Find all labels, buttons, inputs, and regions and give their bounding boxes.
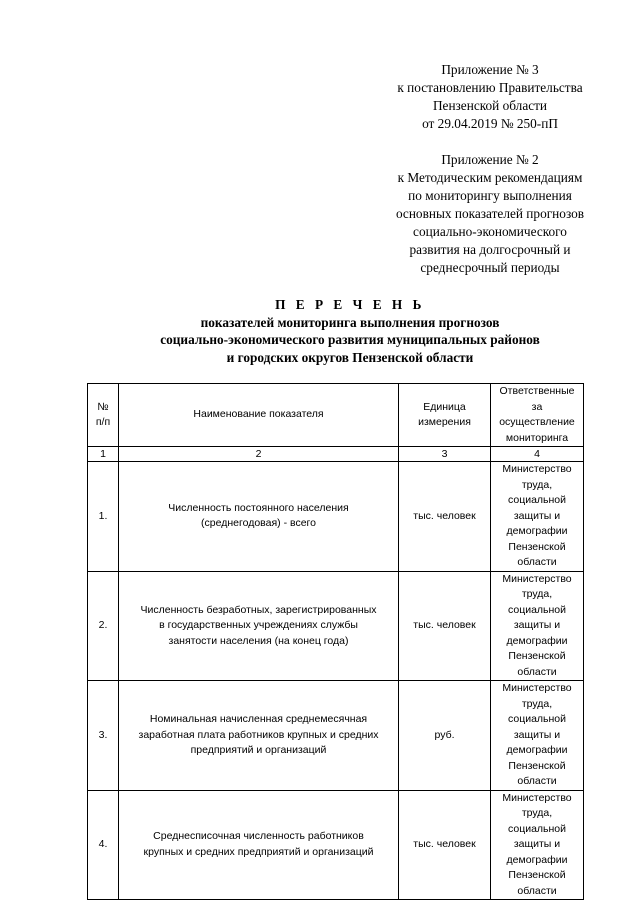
responsible-line: защиты и bbox=[513, 509, 561, 522]
appendix-3-line: к постановлению Правительства bbox=[397, 80, 583, 95]
responsible-line: области bbox=[517, 884, 557, 897]
indicator-unit: тыс. человек bbox=[399, 790, 491, 900]
indicator-name-line: Среднесписочная численность работников bbox=[153, 830, 364, 843]
header-num bbox=[88, 384, 119, 447]
appendix-2-line: среднесрочный периоды bbox=[420, 260, 560, 275]
responsible-line: демографии bbox=[506, 853, 568, 866]
row-number: 1. bbox=[88, 462, 119, 572]
document-title bbox=[60, 296, 640, 366]
responsible-line: области bbox=[517, 665, 557, 678]
title-line: социально-экономического развития муниципальных районов bbox=[160, 332, 540, 347]
responsible-line: Министерство bbox=[502, 791, 572, 804]
appendix-3-header bbox=[380, 61, 600, 133]
responsible-line: Пензенской bbox=[508, 759, 566, 772]
table-row bbox=[88, 681, 584, 791]
column-number: 4 bbox=[491, 447, 584, 462]
appendix-3-line: Пензенской области bbox=[432, 98, 548, 113]
responsible-line: защиты и bbox=[513, 619, 561, 631]
table-row bbox=[88, 462, 584, 572]
indicator-name-line: крупных и средних предприятий и организаций bbox=[143, 845, 374, 858]
appendix-2-header bbox=[380, 151, 600, 277]
indicator-name-line: в государственных учреждениях службы bbox=[159, 619, 358, 631]
indicator-name bbox=[119, 681, 399, 791]
table-row bbox=[88, 790, 584, 900]
header-responsible-line: за осуществление bbox=[499, 400, 575, 428]
title-heading: П Е Р Е Ч Е Н Ь bbox=[275, 297, 425, 312]
row-number: 4. bbox=[88, 790, 119, 900]
appendix-2-line: Приложение № 2 bbox=[441, 152, 539, 167]
column-numbering-row bbox=[88, 447, 584, 462]
responsible-line: Пензенской bbox=[508, 650, 566, 662]
indicator-name bbox=[119, 571, 399, 681]
responsible-line: области bbox=[517, 775, 557, 787]
responsible-line: труда, социальной bbox=[507, 588, 567, 616]
header-unit-line: измерения bbox=[418, 416, 471, 428]
column-number: 3 bbox=[399, 447, 491, 462]
responsible-line: Министерство bbox=[502, 682, 572, 694]
appendix-2-line: по мониторингу выполнения bbox=[408, 188, 572, 203]
appendix-3-line: Приложение № 3 bbox=[441, 62, 539, 77]
header-num-line: № bbox=[97, 400, 109, 413]
indicator-name bbox=[119, 462, 399, 572]
responsible-line: труда, социальной bbox=[507, 697, 567, 725]
indicator-name-line: Численность постоянного населения bbox=[168, 501, 349, 514]
responsible-line: Пензенской bbox=[508, 540, 566, 553]
responsible-line: демографии bbox=[506, 525, 568, 537]
indicator-name bbox=[119, 790, 399, 900]
table-header-row bbox=[88, 384, 584, 447]
responsible-line: демографии bbox=[506, 744, 568, 756]
responsible-body bbox=[491, 790, 584, 900]
appendix-2-line: основных показателей прогнозов bbox=[395, 206, 585, 221]
responsible-line: Министерство bbox=[502, 463, 572, 475]
header-unit bbox=[399, 384, 491, 447]
responsible-line: области bbox=[517, 556, 557, 568]
appendix-2-line: к Методическим рекомендациям bbox=[397, 170, 583, 185]
title-line: и городских округов Пензенской области bbox=[226, 349, 474, 365]
appendix-2-line: развития на долгосрочный и bbox=[409, 242, 571, 257]
indicators-table bbox=[87, 383, 584, 900]
column-number: 1 bbox=[88, 447, 119, 462]
indicator-unit: тыс. человек bbox=[399, 462, 491, 572]
indicator-name-line: предприятий и организаций bbox=[190, 744, 327, 756]
row-number: 3. bbox=[88, 681, 119, 791]
responsible-line: Пензенской bbox=[508, 869, 566, 881]
responsible-body bbox=[491, 681, 584, 791]
indicator-name-line: занятости населения (на конец года) bbox=[168, 634, 349, 647]
indicator-name-line: Численность безработных, зарегистрированных bbox=[140, 603, 377, 616]
header-name: Наименование показателя bbox=[119, 384, 399, 447]
indicator-name-line: заработная плата работников крупных и средних bbox=[138, 728, 379, 741]
appendix-3-line: от 29.04.2019 № 250-пП bbox=[422, 116, 558, 131]
responsible-line: демографии bbox=[506, 634, 568, 647]
appendix-2-line: социально-экономического bbox=[413, 224, 567, 239]
responsible-line: защиты и bbox=[513, 838, 561, 850]
header-responsible bbox=[491, 384, 584, 447]
responsible-line: труда, социальной bbox=[507, 807, 567, 835]
indicator-unit: тыс. человек bbox=[399, 571, 491, 681]
responsible-body bbox=[491, 462, 584, 572]
column-number: 2 bbox=[119, 447, 399, 462]
responsible-line: защиты и bbox=[513, 728, 561, 741]
title-line: показателей мониторинга выполнения прогнозов bbox=[200, 314, 500, 330]
table-row bbox=[88, 571, 584, 681]
row-number: 2. bbox=[88, 571, 119, 681]
indicator-unit: руб. bbox=[399, 681, 491, 791]
responsible-line: труда, социальной bbox=[507, 478, 567, 506]
header-num-line: п/п bbox=[95, 416, 111, 428]
indicator-name-line: Номинальная начисленная среднемесячная bbox=[149, 713, 368, 725]
header-responsible-line: мониторинга bbox=[505, 431, 569, 444]
responsible-body bbox=[491, 571, 584, 681]
indicator-name-line: (среднегодовая) - всего bbox=[201, 517, 316, 530]
header-unit-line: Единица bbox=[423, 400, 466, 413]
responsible-line: Министерство bbox=[502, 572, 572, 585]
header-responsible-line: Ответственные bbox=[499, 385, 575, 397]
